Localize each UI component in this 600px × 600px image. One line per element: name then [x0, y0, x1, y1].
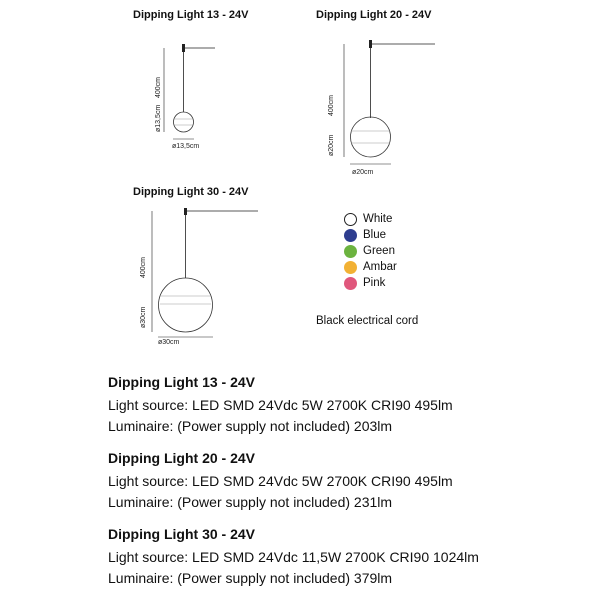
pendant-13-sketch — [140, 38, 220, 148]
width-label: ø20cm — [352, 169, 374, 176]
drawing-title: Dipping Light 13 - 24V — [133, 9, 249, 21]
height-label: ø20cm — [328, 134, 335, 156]
color-option-green — [344, 243, 397, 259]
color-option-ambar — [344, 259, 397, 275]
spec-title: Dipping Light 13 - 24V — [108, 374, 256, 390]
color-label: White — [363, 213, 393, 225]
spec-luminaire: Luminaire: (Power supply not included) 231lm — [108, 494, 393, 510]
pendant-30-sketch — [140, 206, 260, 346]
spec-light-source: Light source: LED SMD 24Vdc 11,5W 2700K CRI90 1024lm — [108, 549, 479, 565]
pendant-20-sketch — [330, 36, 440, 176]
color-option-pink — [344, 275, 397, 291]
color-label: Ambar — [363, 261, 397, 273]
height-label: ø13,5cm — [155, 104, 162, 132]
pink-swatch — [344, 277, 357, 290]
drawing-title: Dipping Light 20 - 24V — [316, 9, 432, 21]
blue-swatch — [344, 229, 357, 242]
color-legend — [344, 211, 397, 291]
height-label: ø30cm — [140, 306, 147, 328]
color-option-blue — [344, 227, 397, 243]
color-option-white — [344, 211, 397, 227]
drawing-title: Dipping Light 30 - 24V — [133, 186, 249, 198]
width-label: ø13,5cm — [172, 143, 200, 150]
color-label: Green — [363, 245, 395, 257]
width-label: ø30cm — [158, 339, 180, 346]
white-swatch — [344, 213, 357, 226]
spec-light-source: Light source: LED SMD 24Vdc 5W 2700K CRI90 495lm — [108, 397, 453, 413]
green-swatch — [344, 245, 357, 258]
spec-luminaire: Luminaire: (Power supply not included) 203lm — [108, 418, 393, 434]
ambar-swatch — [344, 261, 357, 274]
spec-light-source: Light source: LED SMD 24Vdc 5W 2700K CRI90 495lm — [108, 473, 453, 489]
cord-note: Black electrical cord — [316, 315, 419, 327]
color-label: Pink — [363, 277, 386, 289]
color-label: Blue — [363, 229, 387, 241]
spec-luminaire: Luminaire: (Power supply not included) 379lm — [108, 570, 393, 586]
cord-length-label: 400cm — [328, 94, 335, 116]
cord-length-label: 400cm — [140, 256, 147, 278]
spec-title: Dipping Light 20 - 24V — [108, 450, 256, 466]
spec-title: Dipping Light 30 - 24V — [108, 526, 256, 542]
cord-length-label: 400cm — [155, 76, 162, 98]
